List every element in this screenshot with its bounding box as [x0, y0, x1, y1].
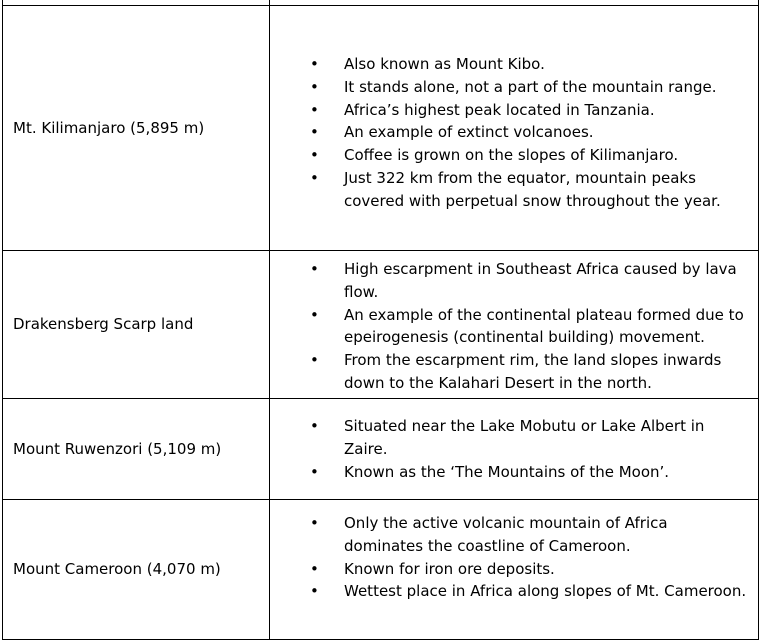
bullet-list [270, 258, 758, 395]
bullet-item: • High escarpment in Southeast Africa caused by lava flow. [270, 258, 758, 304]
bullet-item: • It stands alone, not a part of the mountain range. [270, 76, 758, 99]
mountain-name-cell [3, 500, 270, 640]
bullet-item: • Only the active volcanic mountain of Africa dominates the coastline of Cameroon. [270, 512, 758, 558]
bullet-item: • Also known as Mount Kibo. [270, 53, 758, 76]
mountain-name: Mt. Kilimanjaro (5,895 m) [13, 118, 205, 137]
bullet-item: • Known as the ‘The Mountains of the Moon’. [270, 461, 758, 484]
table-row [3, 399, 759, 500]
bullet-item: • Coffee is grown on the slopes of Kilimanjaro. [270, 144, 758, 167]
description-cell [270, 500, 759, 640]
mountain-name: Mount Cameroon (4,070 m) [13, 560, 221, 579]
description-cell [270, 251, 759, 399]
bullet-item: • An example of the continental plateau formed due to epeirogenesis (continental building) movement. [270, 304, 758, 350]
bullet-list [270, 53, 758, 213]
table-row [3, 500, 759, 640]
bullet-item: • From the escarpment rim, the land slopes inwards down to the Kalahari Desert in the north. [270, 349, 758, 395]
mountains-table [2, 0, 759, 640]
mountain-name-cell [3, 399, 270, 500]
bullet-item: • Wettest place in Africa along slopes of Mt. Cameroon. [270, 580, 758, 603]
table-row [3, 6, 759, 251]
mountain-name: Drakensberg Scarp land [13, 315, 194, 334]
bullet-item: • Just 322 km from the equator, mountain peaks covered with perpetual snow throughout the year. [270, 167, 758, 213]
bullet-list [270, 415, 758, 483]
mountain-name-cell [3, 251, 270, 399]
bullet-list [270, 512, 758, 603]
description-cell [270, 399, 759, 500]
table-row [3, 251, 759, 399]
description-cell [270, 6, 759, 251]
bullet-item: • Africa’s highest peak located in Tanzania. [270, 99, 758, 122]
bullet-item: • An example of extinct volcanoes. [270, 121, 758, 144]
mountain-name-cell [3, 6, 270, 251]
mountain-name: Mount Ruwenzori (5,109 m) [13, 439, 222, 458]
bullet-item: • Situated near the Lake Mobutu or Lake Albert in Zaire. [270, 415, 758, 461]
bullet-item: • Known for iron ore deposits. [270, 558, 758, 581]
